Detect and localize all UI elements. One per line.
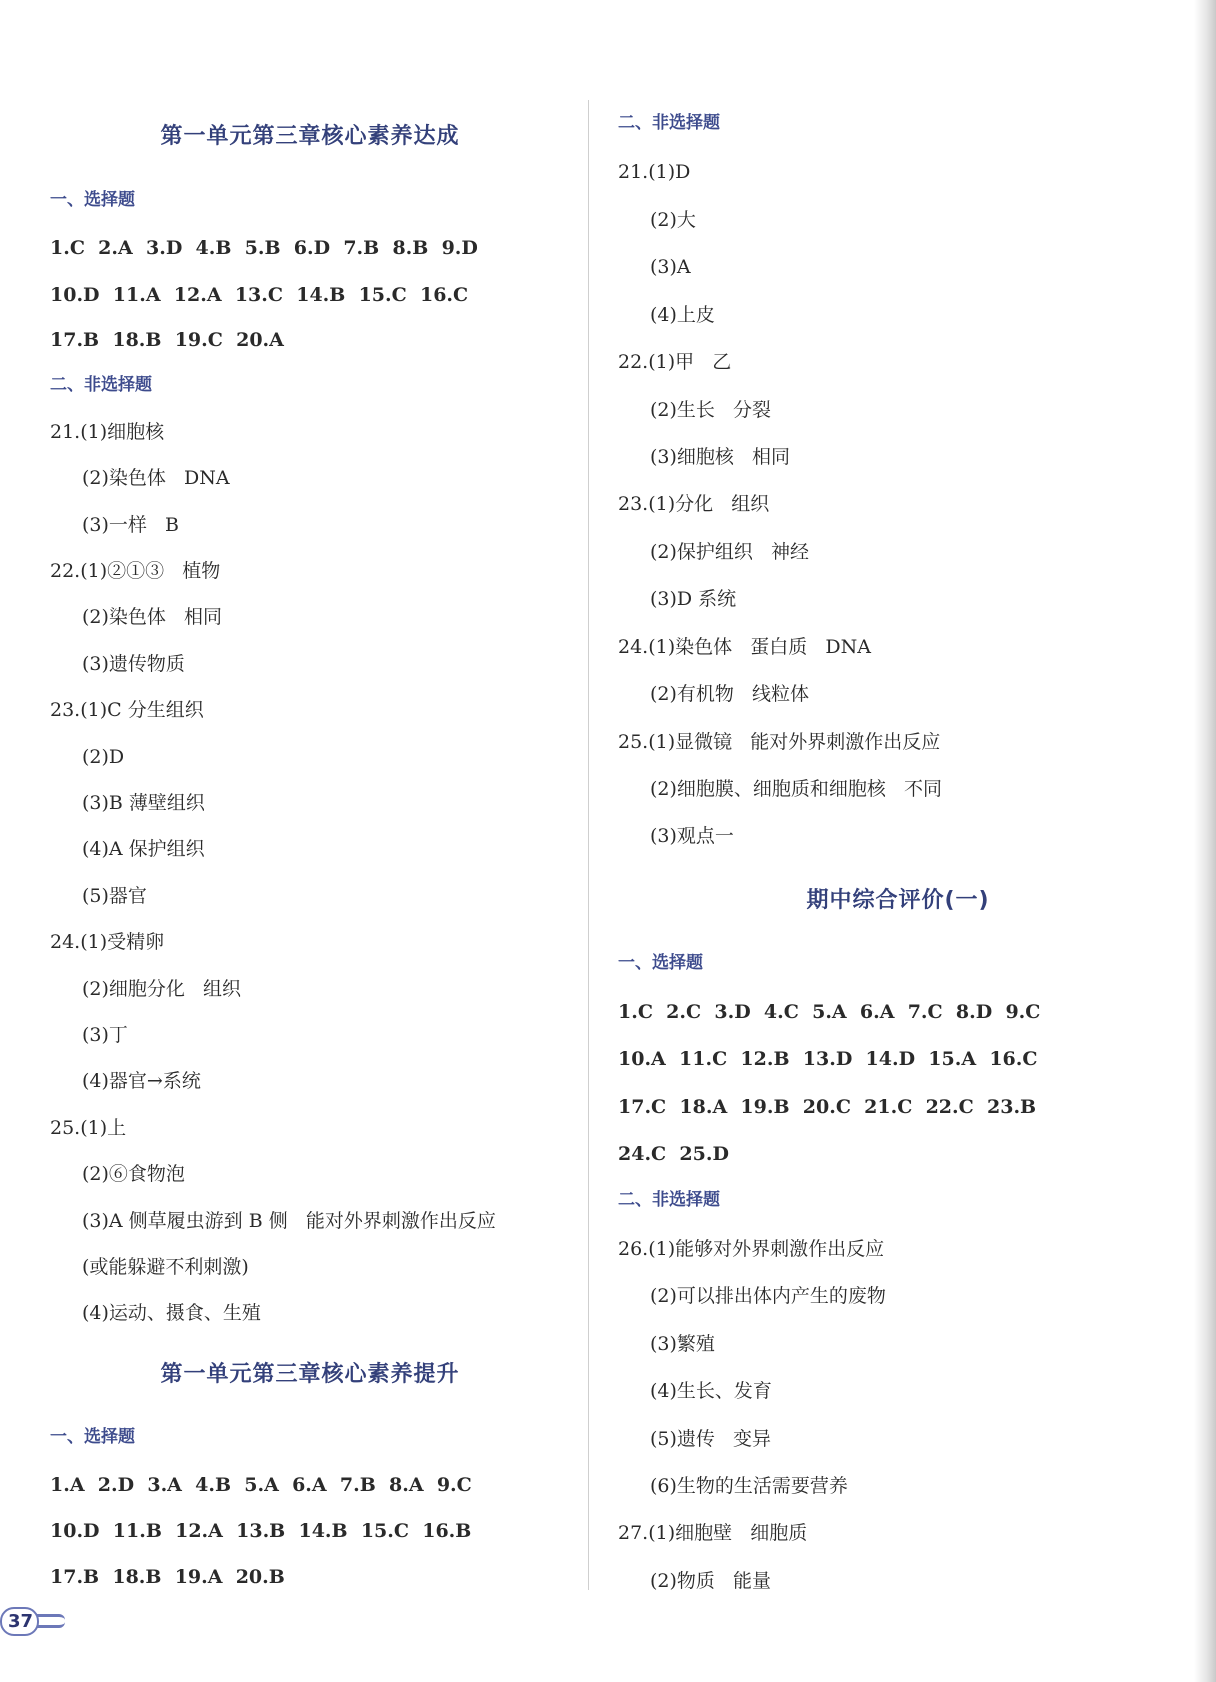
heading-non-multiple-choice: 二、非选择题 — [618, 1190, 720, 1210]
heading-non-multiple-choice: 二、非选择题 — [618, 113, 720, 133]
mc-answers-row: 17.C 18.A 19.B 20.C 21.C 22.C 23.B — [618, 1096, 1037, 1118]
heading-multiple-choice: 一、选择题 — [50, 190, 135, 210]
mc-answers-row: 10.D 11.A 12.A 13.C 14.B 15.C 16.C — [50, 284, 469, 306]
answer-line: (2)大 — [650, 209, 696, 231]
answer-line: 24.(1)受精卵 — [50, 931, 165, 953]
answer-line: (3)丁 — [82, 1024, 128, 1046]
page-number-badge — [0, 1604, 65, 1638]
answer-line: (2)⑥食物泡 — [82, 1163, 185, 1185]
answer-line: 23.(1)分化 组织 — [618, 493, 770, 515]
mc-answers-row: 10.A 11.C 12.B 13.D 14.D 15.A 16.C — [618, 1048, 1038, 1070]
answer-line: 22.(1)甲 乙 — [618, 351, 732, 373]
answer-line: (3)D 系统 — [650, 588, 737, 610]
answer-line: (2)有机物 线粒体 — [650, 683, 810, 705]
answer-line: 22.(1)②①③ 植物 — [50, 560, 221, 582]
section-title-core-literacy-improvement: 第一单元第三章核心素养提升 — [160, 1362, 460, 1387]
answer-line: (4)运动、摄食、生殖 — [82, 1302, 261, 1324]
answer-line: (2)可以排出体内产生的废物 — [650, 1285, 886, 1307]
answer-line: (3)B 薄壁组织 — [82, 792, 205, 814]
answer-line: (2)生长 分裂 — [650, 399, 772, 421]
answer-line: 25.(1)显微镜 能对外界刺激作出反应 — [618, 731, 941, 753]
page-number: 37 — [0, 1607, 39, 1636]
answer-line: 21.(1)D — [618, 161, 691, 183]
heading-multiple-choice: 一、选择题 — [618, 953, 703, 973]
answer-line: (或能躲避不利刺激) — [82, 1256, 249, 1278]
answer-line: 26.(1)能够对外界刺激作出反应 — [618, 1238, 885, 1260]
answer-line: (2)物质 能量 — [650, 1570, 772, 1592]
heading-multiple-choice: 一、选择题 — [50, 1427, 135, 1447]
mc-answers-row: 1.A 2.D 3.A 4.B 5.A 6.A 7.B 8.A 9.C — [50, 1474, 472, 1496]
page-edge-shadow — [1194, 0, 1216, 1682]
answer-line: (2)细胞膜、细胞质和细胞核 不同 — [650, 778, 943, 800]
page-badge-decoration — [37, 1614, 65, 1628]
answer-line: (2)细胞分化 组织 — [82, 978, 242, 1000]
answer-line: (3)细胞核 相同 — [650, 446, 791, 468]
answer-line: (2)染色体 相同 — [82, 606, 223, 628]
mc-answers-row: 1.C 2.C 3.D 4.C 5.A 6.A 7.C 8.D 9.C — [618, 1001, 1041, 1023]
answer-line: (2)染色体 DNA — [82, 467, 230, 489]
answer-line: (4)器官→系统 — [82, 1070, 201, 1092]
heading-non-multiple-choice: 二、非选择题 — [50, 375, 152, 395]
answer-line: (3)一样 B — [82, 514, 179, 536]
answer-line: 24.(1)染色体 蛋白质 DNA — [618, 636, 871, 658]
mc-answers-row: 10.D 11.B 12.A 13.B 14.B 15.C 16.B — [50, 1520, 472, 1542]
answer-line: (4)生长、发育 — [650, 1380, 772, 1402]
mc-answers-row: 24.C 25.D — [618, 1143, 729, 1165]
answer-line: (4)上皮 — [650, 304, 715, 326]
answer-line: 27.(1)细胞壁 细胞质 — [618, 1522, 808, 1544]
answer-line: (3)A — [650, 256, 691, 278]
answer-line: 21.(1)细胞核 — [50, 421, 165, 443]
answer-line: 23.(1)C 分生组织 — [50, 699, 204, 721]
section-title-midterm-evaluation: 期中综合评价(一) — [806, 888, 990, 913]
section-title-core-literacy-attainment: 第一单元第三章核心素养达成 — [160, 124, 460, 149]
answer-line: 25.(1)上 — [50, 1117, 127, 1139]
answer-line: (4)A 保护组织 — [82, 838, 205, 860]
mc-answers-row: 17.B 18.B 19.C 20.A — [50, 329, 284, 351]
answer-line: (3)观点一 — [650, 825, 734, 847]
answer-line: (3)遗传物质 — [82, 653, 185, 675]
answer-line: (3)A 侧草履虫游到 B 侧 能对外界刺激作出反应 — [82, 1210, 496, 1232]
column-divider — [588, 100, 589, 1590]
answer-line: (5)器官 — [82, 885, 147, 907]
answer-line: (3)繁殖 — [650, 1333, 715, 1355]
answer-line: (2)保护组织 神经 — [650, 541, 810, 563]
mc-answers-row: 1.C 2.A 3.D 4.B 5.B 6.D 7.B 8.B 9.D — [50, 237, 478, 259]
answer-line: (2)D — [82, 746, 125, 768]
answer-line: (5)遗传 变异 — [650, 1428, 772, 1450]
answer-line: (6)生物的生活需要营养 — [650, 1475, 848, 1497]
mc-answers-row: 17.B 18.B 19.A 20.B — [50, 1566, 285, 1588]
